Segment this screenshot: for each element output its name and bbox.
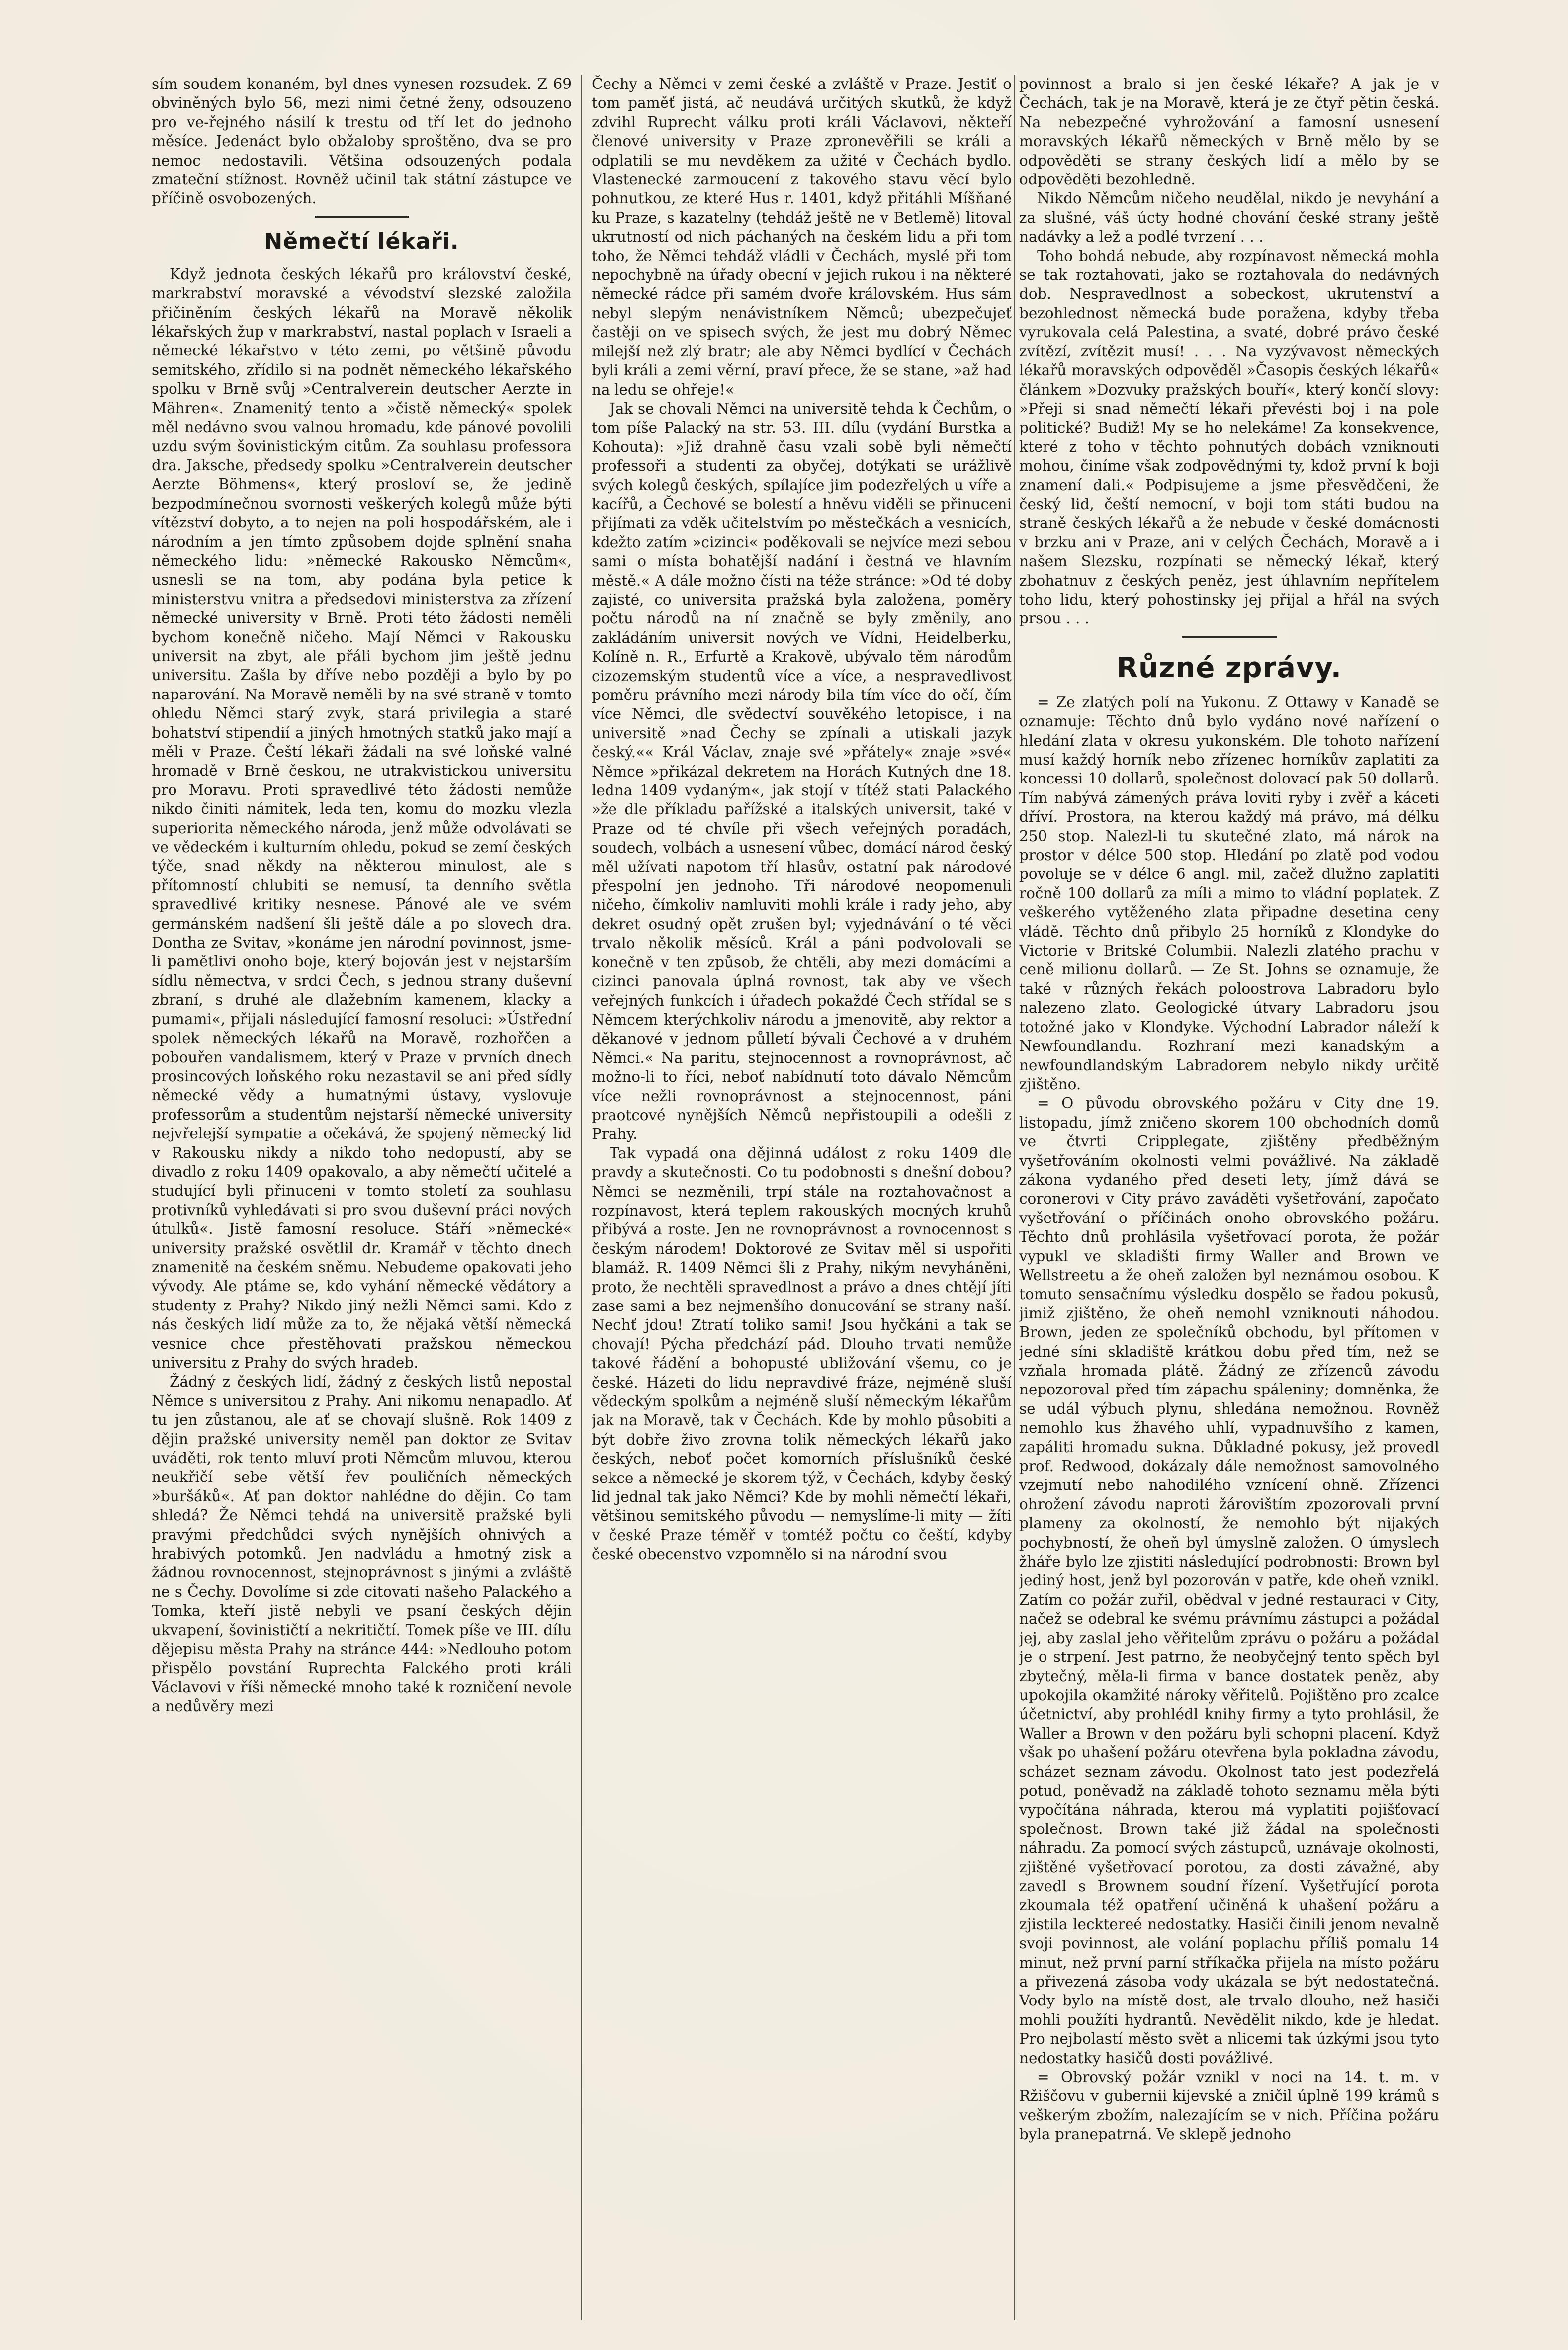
divider [1182, 636, 1277, 638]
paragraph: Když jednota českých lékařů pro království české, markrabství moravské a vévodství slezské založila přičiněním českých lékařů na Moravě několik lékařských žup v markrabství, nastal poplach v Israeli a německé lékařstvo v této zemi, po většině původu semitského, zřídilo si na podnět německého lékařského spolku v Brně svůj »Centralverein deutscher Aerzte in Mähren«. Znamenitý tento a »čistě německý« spolek měl nedávno svou valnou hromadu, kde pánové povolili uzdu svým šovinistickým citům. Za souhlasu professora dra. Jaksche, předsedy spolku »Centralverein deutscher Aerzte Böhmens«, který prosloví se, že jedině bezpodmínečnou svornosti veškerých kolegů může býti vítězství dobyto, a to nejen na poli hospodářském, ale i národním a jen tímto způsobem dojde splnění snaha německého lidu: »německé Rakousko Němcům«, usnesli se na tom, aby podána byla petice k ministerstvu vnitra a předsedovi ministerstva za zřízení německé university v Brně. Proti této žádosti neměli bychom konečně ničeho. Mají Němci v Rakousku universit na zbyt, ale přáli bychom jim ještě jednu universitu. Zašla by dříve nebo později a bylo by po naparování. Na Moravě neměli by na své straně v tomto ohledu Němci starý zvyk, stará privilegia a staré bohatství stipendií a jiných hmotných statků jako mají a měli v Praze. Čeští lékaři žádali na své loňské valné hromadě v Brně českou, ne utrakvistickou universitu pro Moravu. Proti spravedlivé této žádosti nemůže nikdo činiti námitek, leda ten, komu do mozku vlezla superiorita německého národa, jenž může odvolávati se ve vědeckém i kulturním ohledu, pokud se zemí českých týče, snad někdy na některou minulost, ale s přítomností chlubiti se nemusí, ta denního světla spravedlivé kritiky nesnese. Pánové ale ve svém germánském nadšení šli ještě dále a po slovech dra. Dontha ze Svitav, »konáme jen národní povinnost, jsme-li pamětlivi onoho boje, který bojován jest v nejstarším sídlu němectva, v srdci Čech, s jednou strany duševní zbraní, s druhé ale dlažebním kamenem, klacky a pumami«, přijali následující famosní resoluci: »Ústřední spolek německých lékařů na Moravě, rozhořčen a pobouřen vandalismem, který v Praze v prvních dnech prosincových loňského roku nezastavil se ani před sídly německé vědy a humatnými ústavy, vyslovuje professorům a studentům nejstarší německé university nejvřelejší sympatie a očekává, že spojený německý lid v Rakousku nikdy a nikdo toho nedopustí, aby se divadlo z roku 1409 opakovalo, a aby němečtí učitelé a studující byli přinuceni v tomto století za souhlasu protivníků vyhledávati si pro svou duševní práci nových útulků«. Jistě famosní resoluce. Stáří »německé« university pražské osvětlil dr. Kramář v těchto dnech znamenitě na českém sněmu. Nebudeme opakovati jeho vývody. Ale ptáme se, kdo vyhání německé vědátory a studenty z Prahy? Nikdo jiný nežli Němci sami. Kdo z nás českých lidí může za to, že nějaká větší německá vesnice chce přestěhovati pražskou německou universitu z Prahy do svých hradeb. [152, 265, 572, 1371]
news-item: = Ze zlatých polí na Yukonu. Z Ottawy v Kanadě se oznamuje: Těchto dnů bylo vydáno nové nařízení o hledání zlata v okresu yukonském. Dle tohoto nařízení musí každý horník nebo zřízenec horníkův zaplatiti za koncessi 10 dollarů, společnost dolovací pak 50 dollarů. Tím nabývá zámených práva loviti ryby i zvěř a káceti dříví. Prostora, na kterou každý má právo, má délku 250 stop. Nalezl-li tu skutečné zlato, má nárok na prostor v délce 500 stop. Hledání po zlatě pod vodou povoluje se v délce 6 angl. mil, začež dlužno zaplatiti ročně 100 dollarů za míli a mimo to vládní poplatek. Z veškerého vytěženého zlata připadne desetina ceny vládě. Těchto dnů přibylo 25 horníků z Klondyke do Victorie v Britské Columbii. Nalezli zlatého prachu v ceně milionu dollarů. — Ze St. Johns se oznamuje, že také v různých řekách poloostrova Labradoru bylo nalezeno zlato. Geologické útvary Labradoru jsou totožné jako v Klondyke. Východní Labrador náleží k Newfoundlandu. Rozhraní mezi kanadským a newfoundlandským Labradorem nebylo nikdy určitě zjištěno. [1019, 694, 1439, 1093]
column-2 [592, 75, 1012, 2320]
news-item: = O původu obrovského požáru v City dne 19. listopadu, jímž zničeno skorem 100 obchodních domů ve čtvrti Cripplegate, zjištěny předběžným vyšetřováním okolnosti velmi povážlivé. Na základě zákona vydaného před deseti lety, jímž dává se coronerovi v City právo zaváděti vyšetřování, započato vyšetřování o příčinách onoho obrovského požáru. Těchto dnů prohlásila vyšetřovací porota, že požár vypukl ve skladišti firmy Waller and Brown ve Wellstreetu a že oheň založen byl neznámou osobou. K tomuto sensačnímu výsledku dospělo se řadou pokusů, jimiž zjištěno, že oheň nemohl vzniknouti náhodou. Brown, jeden ze společníků obchodu, byl přítomen v jedné síni skladiště krátkou dobu před tím, než se vzňala hromada plátě. Žádný ze zřízenců závodu nepozoroval před tím zápachu spáleniny; domněnka, že se udál výbuch plynu, shledána nemožnou. Rovněž nemohlo kus žhavého uhlí, vypadnuvšího z kamen, zapáliti hromadu sukna. Důkladné pokusy, jež provedl prof. Redwood, dokázaly dále nemožnost samovolného vzejmutí nebo nahodilého vznícení ohně. Zřízenci ohrožení závodu naproti žárovištím zpozorovali první plameny za okolností, že nemohlo být nijakých pochybností, že oheň byl úmyslně založen. O úmyslech žháře bylo lze zjistiti následující podrobnosti: Brown byl jediný host, jenž byl pozorován v patře, kde oheň vznikl. Zatím co požár zuřil, obědval v jedné restauraci v City, načež se odebral ke svému právnímu zástupci a požádal jej, aby zaslal jeho věřitelům zprávu o požáru a požádal je o strpení. Jest patrno, že neobyčejný tento spěch byl zbytečný, měla-li firma v bance dostatek peněz, aby upokojila okamžité nároky věřitelů. Pojištěno pro zcalce účetnictví, aby prohlédl knihy firmy a tyto prohlásil, že Waller a Brown v den požáru byli schopni placení. Když však po uhašení požáru otevřena byla pokladna závodu, scházet seznam závodu. Okolnost tato jest podezřelá potud, poněvadž na základě tohoto seznamu měla býti vypočítána náhrada, kterou má vyplatiti pojišťovací společnost. Brown také již žádal na společnosti náhradu. Za pomocí svých zástupců, uznávaje okolnosti, zjištěné vyšetřovací porotou, za dosti závažné, aby zavedl s Brownem soudní řízení. Vyšetřující porota zkoumala též opatření učiněná k uhašení požáru a zjistila lecktereé nedostatky. Hasiči činili jenom nevalně svoji povinnost, ale volání poplachu příliš pomalu 14 minut, než první parní stříkačka přijela na místo požáru a přivezená zásoba vody ukázala se být nedostatečná. Vody bylo na místě dost, ale trvalo dlouho, než hasiči mohli použíti hydrantů. Nevědělit nikdo, kde je hledat. Pro nejbolastí město svět a nlicemi tak úzkými jsou tyto nedostatky hasičů dosti povážlivé. [1019, 1095, 1439, 2067]
column-divider [1014, 75, 1015, 2320]
divider [315, 216, 409, 218]
paragraph: Čechy a Němci v zemi české a zvláště v Praze. Jestiť o tom paměť jistá, ač neudává určitých skutků, že když zdvihl Ruprecht válku proti králi Václavovi, někteří členové university v Praze zpronevěřili se králi a odplatili se mu nevděkem za užité v Čechách bydlo. Vlastenecké zarmoucení z takového stavu věcí bylo pohnutkou, ze které Hus r. 1401, když přitáhli Míšňané ku Praze, s kazatelny (tehdáž ještě ne v Betlemě) litoval ukrutností od nich páchaných na českém lidu a při tom toho, že Němci tehdáž vládli v Čechách, myslé při tom nepochybně na úřady obecní v jejich rukou i na některé německé rádce při samém dvoře královském. Hus sám nebyl slepým nenávistníkem Němců; ubezpečujeť častěji on ve spisech svých, že jest mu dobrý Němec milejší než zlý bratr; ale aby Němci bydlící v Čechách byli králi a zemi věrní, praví přece, že se stane, »až had na ledu se ohřeje!« [592, 76, 1012, 398]
paragraph: sím soudem konaném, byl dnes vynesen rozsudek. Z 69 obviněných bylo 56, mezi nimi četné ženy, odsouzeno pro ve-řejného násilí k trestu od tří let do jednoho měsíce. Jedenáct bylo obžaloby sproštěno, dva se pro nemoc nedostavili. Většina odsouzených podala zmateční stížnost. Rovněž učinil tak státní zástupce ve příčině osvobozených. [152, 76, 572, 207]
paragraph: Toho bohdá nebude, aby rozpínavost německá mohla se tak roztahovati, jako se roztahovala do nedávných dob. Nespravedlnost a sobeckost, ukrutenství a bezohlednost německá bude poražena, kdyby třeba vyrukovala celá Palestina, a svaté, dobré právo české zvítězí, zvítězit musí! . . . Na vyzývavost německých lékařů moravských odpověděl »Časopis českých lékařů« článkem »Dozvuky pražských bouří«, který končí slovy: »Přeji si snad němečtí lékaři převésti boj i na pole politické? Budiž! My se ho nelekáme! Za konsekvence, které z toho v těchto pohnutých dobách vzniknouti mohou, činíme však zodpovědnými ty, kdož první k boji znamení dali.« Podpisujeme a jsme přesvědčeni, že český lid, čeští nemocní, v boji tom státi budou na straně českých lékařů a že nebude v české domácnosti v brzku ani v Praze, ani v celých Čechách, Moravě a i našem Slezsku, rozpínati se německý lékař, který zbohatnuv z českých peněz, jest úhlavním nepřítelem toho lidu, který pohostinsky jej přijal a hřál na svých prsou . . . [1019, 247, 1439, 627]
paragraph: povinnost a bralo si jen české lékaře? A jak je v Čechách, tak je na Moravě, která je ze čtyř pětin česká. Na nebezpečné vyhrožování a famosní usnesení moravských lékařů německých v Brně mělo by se odpověděti se strany českých lidí a mělo by se odpověděti bezohledně. [1019, 76, 1439, 188]
paragraph: Žádný z českých lidí, žádný z českých listů nepostal Němce s universitou z Prahy. Ani nikomu nenapadlo. Ať tu jen zůstanou, ale ať se chovají slušně. Rok 1409 z dějin pražské university neměl pan doktor ze Svitav uváděti, rok tento mluví proti Němcům mluvou, kterou neukřičí sebe větší řev pouličních německých »buršáků«. Ať pan doktor nahlédne do dějin. Co tam shledá? Že Němci tehdá na universitě pražské byli pravými předchůdci svých nynějších ohnivých a hrabivých potomků. Jen nadvládu a hmotný zisk a žádnou rovnocennost, stejnoprávnost s jinými a zvláště ne s Čechy. Dovolíme si zde citovati našeho Palackého a Tomka, kteří jistě nebyli ve psaní českých dějin ukvapení, šovinističtí a nekritičtí. Tomek píše ve III. dílu dějepisu města Prahy na stránce 444: »Nedlouho potom přispělo povstání Ruprechta Falckého proti králi Václavovi v říši německé mnoho také k rozničení nevole a nedůvěry mezi [152, 1373, 572, 1715]
section-heading: Různé zprávy. [1116, 651, 1342, 684]
news-item: = Obrovský požár vznikl v noci na 14. t. m. v Ržiščovu v gubernii kijevské a zničil úplně 199 krámů s veškerým zbožím, nalezajícím se v nich. Příčina požáru byla pranepatrná. Ve sklepě jednoho [1019, 2069, 1439, 2143]
paragraph: Tak vypadá ona dějinná událost z roku 1409 dle pravdy a skutečnosti. Co tu podobnosti s dnešní dobou? Němci se nezměnili, trpí stále na roztahovačnost a rozpínavost, která teplem rakouských mocných kruhů přibývá a roste. Jen ne rovnoprávnost a rovnocennost s českým národem! Doktorové ze Svitav měl si uspořiti blamáž. R. 1409 Němci šli z Prahy, nikým nevyháněni, proto, že nechtěli spravedlnost a právo a dnes chtějí jíti zase sami a bez nejmenšího donucování se strany naší. Nechť jdou! Ztratí toliko sami! Jsou hyčkáni a tak se chovají! Pýcha předchází pád. Dlouho trvati nemůže takové řádění a bohopusté ubližování všemu, co je české. Házeti do lidu nepravdivé fráze, nejméně sluší vědeckým spolkům a nejméně sluší německým lékařům jak na Moravě, tak v Čechách. Kde by mohlo působiti a být dobře živo zrovna tolik německých lékařů jako českých, neboť počet komorních příslušníků české sekce a německé je skorem týž, v Čechách, kdyby český lid jednal tak jako Němci? Kde by mohli němečtí lékaři, většinou semitského původu — nemyslíme-li mity — žíti v české Praze téměř v tomtéž počtu co čeští, kdyby české obecenstvo vzpomnělo si na národní svou [592, 1144, 1012, 1563]
column-1 [152, 75, 572, 2320]
paragraph: Jak se chovali Němci na universitě tehda k Čechům, o tom píše Palacký na str. 53. III. dílu (vydání Burstka a Kohouta): »Již drahně času vzali sobě byli němečtí professoři a studenti za obyčej, dotýkati se urážlivě svých kolegů českých, spílajíce jim podezřelých u víře a kacířů, a Čechové se bolestí a hněvu viděli se přinuceni přijímati za vděk učitelstvím po městečkách a vesnicích, kdežto zatím »cizinci« poděkovali se nejvíce mezi sebou sami o místa bohatější nadání i čestná ve hlavním městě.« A dále možno čísti na téže stránce: »Od té doby zajisté, co universita pražská byla založena, poměry počtu národů na ní značně se byly změnily, ano zakládáním universit nových ve Vídni, Heidelberku, Kolíně n. R., Erfurtě a Krakově, ubývalo těm národům cizozemským studentů více a více, a nespravedlivost poměru právního mezi národy bila tím více do očí, čím více Němci, dle svědectví souvěkého letopisce, i na universitě »nad Čechy se zpínali a utiskali jazyk český.«« Král Václav, znaje své »přátely« znaje »své« Němce »přikázal dekretem na Horách Kutných dne 18. ledna 1409 vydaným«, jak stojí v títéž stati Palackého »že dle příkladu pařížské a italských universit, také v Praze od té chvíle při všech veřejných poradách, soudech, volbách a usnesení vůbec, domácí národ český měl užívati napotom tří hlasův, ostatní pak národové přespolní jen jednoho. Tři národové neopomenuli ničeho, čímkoliv namluviti mohli krále i rady jeho, aby dekret osudný opět zrušen byl; vyjednávání o té věci trvalo několik měsíců. Král a páni podvolovali se konečně v ten způsob, že chtěli, aby mezi domácími a cizinci panovala úplná rovnost, tak aby ve všech veřejných funkcích i úřadech pokaždé Čech střídal se s Němcem kterýchkoliv národu a jmenovitě, aby rektor a děkanové v jednom půlletí bývali Čechové a v druhém Němci.« Na paritu, stejnocennost a rovnoprávnost, ač možno-li to říci, neboť nabídnutí toto dávalo Němcům více nežli rovnoprávnost a stejnocennost, páni praotcové nynějších Němců nepřistoupili a odešli z Prahy. [592, 400, 1012, 1143]
article-heading: Němečtí lékaři. [264, 228, 459, 254]
paragraph: Nikdo Němcům ničeho neudělal, nikdo je nevyhání a za slušné, váš úcty hodné chování české strany ještě nadávky a lež a podlé tvrzení . . . [1019, 190, 1439, 246]
column-divider [581, 75, 582, 2320]
column-3 [1019, 75, 1439, 2320]
